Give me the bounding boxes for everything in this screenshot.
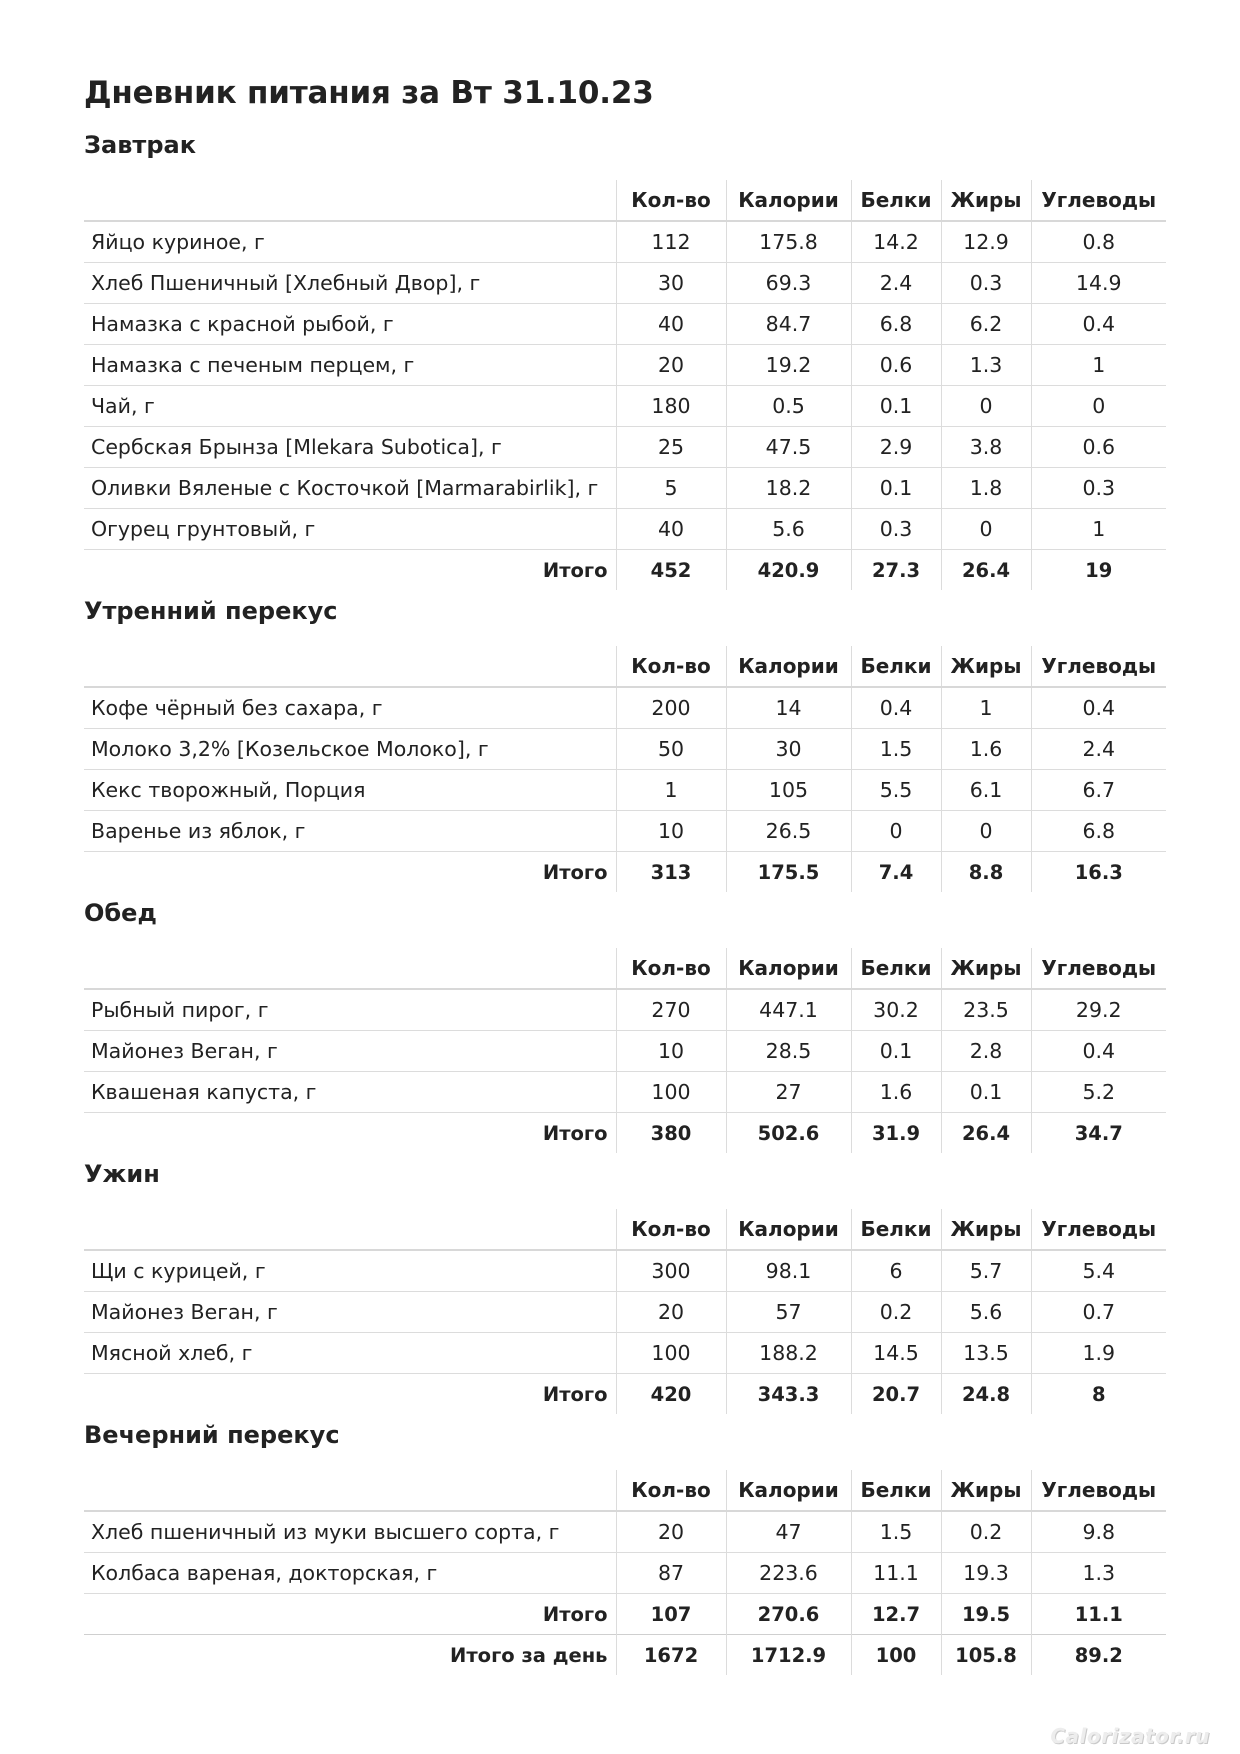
cell-calories: 69.3 xyxy=(726,263,851,304)
cell-qty: 40 xyxy=(616,509,726,550)
cell-protein: 1.5 xyxy=(851,729,941,770)
cell-carbs: 0.7 xyxy=(1031,1292,1166,1333)
cell-qty: 100 xyxy=(616,1072,726,1113)
cell-protein: 5.5 xyxy=(851,770,941,811)
cell-fat: 0 xyxy=(941,509,1031,550)
table-header-row xyxy=(84,646,1166,687)
total-row xyxy=(84,550,1166,591)
cell-qty: 100 xyxy=(616,1333,726,1374)
total-protein: 31.9 xyxy=(851,1113,941,1154)
cell-fat: 0 xyxy=(941,386,1031,427)
table-row xyxy=(84,729,1166,770)
table-row xyxy=(84,1250,1166,1292)
total-row xyxy=(84,1594,1166,1635)
column-header-carbs: Углеводы xyxy=(1031,1209,1166,1250)
column-header-calories: Калории xyxy=(726,646,851,687)
cell-protein: 6.8 xyxy=(851,304,941,345)
meal-section xyxy=(84,898,1166,1153)
total-row xyxy=(84,1113,1166,1154)
food-name: Яйцо куриное, г xyxy=(84,221,616,263)
cell-fat: 1.6 xyxy=(941,729,1031,770)
food-name: Оливки Вяленые с Косточкой [Marmarabirlik], г xyxy=(84,468,616,509)
cell-qty: 200 xyxy=(616,687,726,729)
column-header-calories: Калории xyxy=(726,1470,851,1511)
food-name: Майонез Веган, г xyxy=(84,1292,616,1333)
cell-fat: 6.2 xyxy=(941,304,1031,345)
cell-fat: 12.9 xyxy=(941,221,1031,263)
cell-calories: 5.6 xyxy=(726,509,851,550)
total-protein: 7.4 xyxy=(851,852,941,893)
food-name: Чай, г xyxy=(84,386,616,427)
cell-qty: 20 xyxy=(616,345,726,386)
food-name: Колбаса вареная, докторская, г xyxy=(84,1553,616,1594)
cell-qty: 20 xyxy=(616,1292,726,1333)
total-protein: 20.7 xyxy=(851,1374,941,1415)
cell-protein: 0.4 xyxy=(851,687,941,729)
total-label: Итого xyxy=(542,1602,608,1626)
table-row xyxy=(84,468,1166,509)
food-name: Щи с курицей, г xyxy=(84,1250,616,1292)
cell-carbs: 0.6 xyxy=(1031,427,1166,468)
cell-calories: 47 xyxy=(726,1511,851,1553)
cell-protein: 11.1 xyxy=(851,1553,941,1594)
column-header-protein: Белки xyxy=(851,1209,941,1250)
header-empty-cell xyxy=(84,948,616,989)
cell-fat: 6.1 xyxy=(941,770,1031,811)
total-label: Итого xyxy=(542,860,608,884)
meal-table xyxy=(84,1470,1166,1675)
cell-protein: 30.2 xyxy=(851,989,941,1031)
total-calories: 502.6 xyxy=(726,1113,851,1154)
total-label: Итого xyxy=(542,558,608,582)
meal-title: Ужин xyxy=(84,1160,160,1188)
cell-fat: 13.5 xyxy=(941,1333,1031,1374)
column-header-qty: Кол-во xyxy=(616,646,726,687)
total-fat: 26.4 xyxy=(941,550,1031,591)
food-name: Рыбный пирог, г xyxy=(84,989,616,1031)
cell-protein: 0.1 xyxy=(851,468,941,509)
cell-carbs: 0.3 xyxy=(1031,468,1166,509)
cell-calories: 98.1 xyxy=(726,1250,851,1292)
total-label: Итого xyxy=(542,1121,608,1145)
column-header-protein: Белки xyxy=(851,948,941,989)
food-name: Молоко 3,2% [Козельское Молоко], г xyxy=(84,729,616,770)
cell-carbs: 0.8 xyxy=(1031,221,1166,263)
total-fat: 26.4 xyxy=(941,1113,1031,1154)
cell-calories: 19.2 xyxy=(726,345,851,386)
table-row xyxy=(84,687,1166,729)
column-header-qty: Кол-во xyxy=(616,1209,726,1250)
cell-protein: 0.1 xyxy=(851,1031,941,1072)
total-row xyxy=(84,1374,1166,1415)
cell-fat: 19.3 xyxy=(941,1553,1031,1594)
cell-carbs: 29.2 xyxy=(1031,989,1166,1031)
meal-table xyxy=(84,948,1166,1153)
cell-qty: 10 xyxy=(616,1031,726,1072)
column-header-carbs: Углеводы xyxy=(1031,180,1166,221)
cell-protein: 2.4 xyxy=(851,263,941,304)
cell-qty: 1 xyxy=(616,770,726,811)
meals-container xyxy=(84,130,1166,1675)
table-row xyxy=(84,304,1166,345)
meal-table xyxy=(84,1209,1166,1414)
total-carbs: 11.1 xyxy=(1031,1594,1166,1635)
food-name: Намазка с красной рыбой, г xyxy=(84,304,616,345)
cell-carbs: 0.4 xyxy=(1031,687,1166,729)
cell-carbs: 6.7 xyxy=(1031,770,1166,811)
cell-calories: 26.5 xyxy=(726,811,851,852)
column-header-fat: Жиры xyxy=(941,1209,1031,1250)
cell-carbs: 6.8 xyxy=(1031,811,1166,852)
cell-carbs: 1.3 xyxy=(1031,1553,1166,1594)
cell-fat: 1.8 xyxy=(941,468,1031,509)
cell-fat: 0.2 xyxy=(941,1511,1031,1553)
total-calories: 270.6 xyxy=(726,1594,851,1635)
column-header-fat: Жиры xyxy=(941,948,1031,989)
cell-qty: 25 xyxy=(616,427,726,468)
cell-fat: 0 xyxy=(941,811,1031,852)
column-header-carbs: Углеводы xyxy=(1031,948,1166,989)
total-fat: 19.5 xyxy=(941,1594,1031,1635)
meal-table xyxy=(84,180,1166,590)
cell-protein: 14.2 xyxy=(851,221,941,263)
day-total-carbs: 89.2 xyxy=(1031,1635,1166,1676)
column-header-calories: Калории xyxy=(726,1209,851,1250)
table-header-row xyxy=(84,1470,1166,1511)
food-name: Хлеб Пшеничный [Хлебный Двор], г xyxy=(84,263,616,304)
cell-fat: 3.8 xyxy=(941,427,1031,468)
total-carbs: 16.3 xyxy=(1031,852,1166,893)
cell-qty: 30 xyxy=(616,263,726,304)
cell-protein: 0.2 xyxy=(851,1292,941,1333)
table-row xyxy=(84,989,1166,1031)
column-header-fat: Жиры xyxy=(941,1470,1031,1511)
cell-protein: 0.3 xyxy=(851,509,941,550)
cell-carbs: 14.9 xyxy=(1031,263,1166,304)
total-qty: 452 xyxy=(616,550,726,591)
food-name: Кофе чёрный без сахара, г xyxy=(84,687,616,729)
cell-carbs: 1 xyxy=(1031,509,1166,550)
food-name: Намазка с печеным перцем, г xyxy=(84,345,616,386)
column-header-protein: Белки xyxy=(851,180,941,221)
total-calories: 343.3 xyxy=(726,1374,851,1415)
cell-qty: 40 xyxy=(616,304,726,345)
food-name: Сербская Брынза [Mlekara Subotica], г xyxy=(84,427,616,468)
cell-calories: 57 xyxy=(726,1292,851,1333)
cell-calories: 84.7 xyxy=(726,304,851,345)
header-empty-cell xyxy=(84,1470,616,1511)
column-header-qty: Кол-во xyxy=(616,948,726,989)
column-header-qty: Кол-во xyxy=(616,180,726,221)
cell-qty: 10 xyxy=(616,811,726,852)
cell-fat: 5.7 xyxy=(941,1250,1031,1292)
day-total-qty: 1672 xyxy=(616,1635,726,1676)
day-total-label: Итого за день xyxy=(84,1635,616,1676)
table-row xyxy=(84,811,1166,852)
food-name: Огурец грунтовый, г xyxy=(84,509,616,550)
cell-qty: 300 xyxy=(616,1250,726,1292)
column-header-calories: Калории xyxy=(726,180,851,221)
page-title: Дневник питания за Вт 31.10.23 xyxy=(84,75,654,111)
meal-section xyxy=(84,1420,1166,1675)
food-name: Мясной хлеб, г xyxy=(84,1333,616,1374)
table-row xyxy=(84,1031,1166,1072)
cell-protein: 1.5 xyxy=(851,1511,941,1553)
cell-protein: 0.6 xyxy=(851,345,941,386)
column-header-carbs: Углеводы xyxy=(1031,1470,1166,1511)
total-fat: 24.8 xyxy=(941,1374,1031,1415)
cell-carbs: 0.4 xyxy=(1031,1031,1166,1072)
table-row xyxy=(84,770,1166,811)
cell-qty: 180 xyxy=(616,386,726,427)
food-name: Кекс творожный, Порция xyxy=(84,770,616,811)
food-name: Майонез Веган, г xyxy=(84,1031,616,1072)
meal-table xyxy=(84,646,1166,892)
table-row xyxy=(84,221,1166,263)
cell-qty: 112 xyxy=(616,221,726,263)
table-row xyxy=(84,1511,1166,1553)
cell-qty: 20 xyxy=(616,1511,726,1553)
cell-calories: 447.1 xyxy=(726,989,851,1031)
column-header-protein: Белки xyxy=(851,1470,941,1511)
cell-protein: 2.9 xyxy=(851,427,941,468)
cell-fat: 2.8 xyxy=(941,1031,1031,1072)
cell-carbs: 2.4 xyxy=(1031,729,1166,770)
day-total-row xyxy=(84,1635,1166,1676)
cell-protein: 6 xyxy=(851,1250,941,1292)
total-fat: 8.8 xyxy=(941,852,1031,893)
cell-protein: 0 xyxy=(851,811,941,852)
cell-calories: 30 xyxy=(726,729,851,770)
cell-carbs: 0 xyxy=(1031,386,1166,427)
cell-calories: 47.5 xyxy=(726,427,851,468)
cell-calories: 14 xyxy=(726,687,851,729)
column-header-fat: Жиры xyxy=(941,646,1031,687)
cell-calories: 27 xyxy=(726,1072,851,1113)
table-row xyxy=(84,509,1166,550)
total-qty: 313 xyxy=(616,852,726,893)
meal-section xyxy=(84,596,1166,892)
header-empty-cell xyxy=(84,646,616,687)
meal-section xyxy=(84,1159,1166,1414)
header-empty-cell xyxy=(84,1209,616,1250)
total-calories: 175.5 xyxy=(726,852,851,893)
table-header-row xyxy=(84,948,1166,989)
page xyxy=(84,72,1166,1675)
cell-carbs: 1.9 xyxy=(1031,1333,1166,1374)
cell-calories: 223.6 xyxy=(726,1553,851,1594)
table-row xyxy=(84,1553,1166,1594)
total-protein: 12.7 xyxy=(851,1594,941,1635)
meal-title: Вечерний перекус xyxy=(84,1421,340,1449)
cell-protein: 14.5 xyxy=(851,1333,941,1374)
total-qty: 380 xyxy=(616,1113,726,1154)
food-name: Хлеб пшеничный из муки высшего сорта, г xyxy=(84,1511,616,1553)
day-total-fat: 105.8 xyxy=(941,1635,1031,1676)
total-carbs: 8 xyxy=(1031,1374,1166,1415)
table-row xyxy=(84,427,1166,468)
table-row xyxy=(84,1072,1166,1113)
table-row xyxy=(84,345,1166,386)
cell-qty: 5 xyxy=(616,468,726,509)
total-label: Итого xyxy=(542,1382,608,1406)
column-header-qty: Кол-во xyxy=(616,1470,726,1511)
meal-section xyxy=(84,130,1166,590)
cell-carbs: 0.4 xyxy=(1031,304,1166,345)
cell-carbs: 9.8 xyxy=(1031,1511,1166,1553)
cell-fat: 0.1 xyxy=(941,1072,1031,1113)
day-total-calories: 1712.9 xyxy=(726,1635,851,1676)
cell-carbs: 5.4 xyxy=(1031,1250,1166,1292)
cell-carbs: 1 xyxy=(1031,345,1166,386)
cell-fat: 1 xyxy=(941,687,1031,729)
cell-calories: 188.2 xyxy=(726,1333,851,1374)
table-row xyxy=(84,1333,1166,1374)
total-qty: 107 xyxy=(616,1594,726,1635)
cell-fat: 1.3 xyxy=(941,345,1031,386)
cell-fat: 5.6 xyxy=(941,1292,1031,1333)
cell-calories: 18.2 xyxy=(726,468,851,509)
cell-fat: 0.3 xyxy=(941,263,1031,304)
total-protein: 27.3 xyxy=(851,550,941,591)
watermark-logo: Calorizator.ru xyxy=(1050,1724,1210,1748)
table-row xyxy=(84,1292,1166,1333)
table-header-row xyxy=(84,180,1166,221)
meal-title: Завтрак xyxy=(84,131,197,159)
food-name: Варенье из яблок, г xyxy=(84,811,616,852)
table-header-row xyxy=(84,1209,1166,1250)
cell-calories: 0.5 xyxy=(726,386,851,427)
meal-title: Обед xyxy=(84,899,157,927)
total-row xyxy=(84,852,1166,893)
cell-calories: 28.5 xyxy=(726,1031,851,1072)
cell-protein: 1.6 xyxy=(851,1072,941,1113)
column-header-protein: Белки xyxy=(851,646,941,687)
column-header-carbs: Углеводы xyxy=(1031,646,1166,687)
cell-qty: 50 xyxy=(616,729,726,770)
table-row xyxy=(84,263,1166,304)
total-calories: 420.9 xyxy=(726,550,851,591)
cell-qty: 270 xyxy=(616,989,726,1031)
column-header-fat: Жиры xyxy=(941,180,1031,221)
header-empty-cell xyxy=(84,180,616,221)
column-header-calories: Калории xyxy=(726,948,851,989)
total-carbs: 34.7 xyxy=(1031,1113,1166,1154)
food-name: Квашеная капуста, г xyxy=(84,1072,616,1113)
total-qty: 420 xyxy=(616,1374,726,1415)
cell-fat: 23.5 xyxy=(941,989,1031,1031)
cell-qty: 87 xyxy=(616,1553,726,1594)
cell-carbs: 5.2 xyxy=(1031,1072,1166,1113)
cell-protein: 0.1 xyxy=(851,386,941,427)
cell-calories: 175.8 xyxy=(726,221,851,263)
table-row xyxy=(84,386,1166,427)
total-carbs: 19 xyxy=(1031,550,1166,591)
day-total-protein: 100 xyxy=(851,1635,941,1676)
meal-title: Утренний перекус xyxy=(84,597,338,625)
cell-calories: 105 xyxy=(726,770,851,811)
